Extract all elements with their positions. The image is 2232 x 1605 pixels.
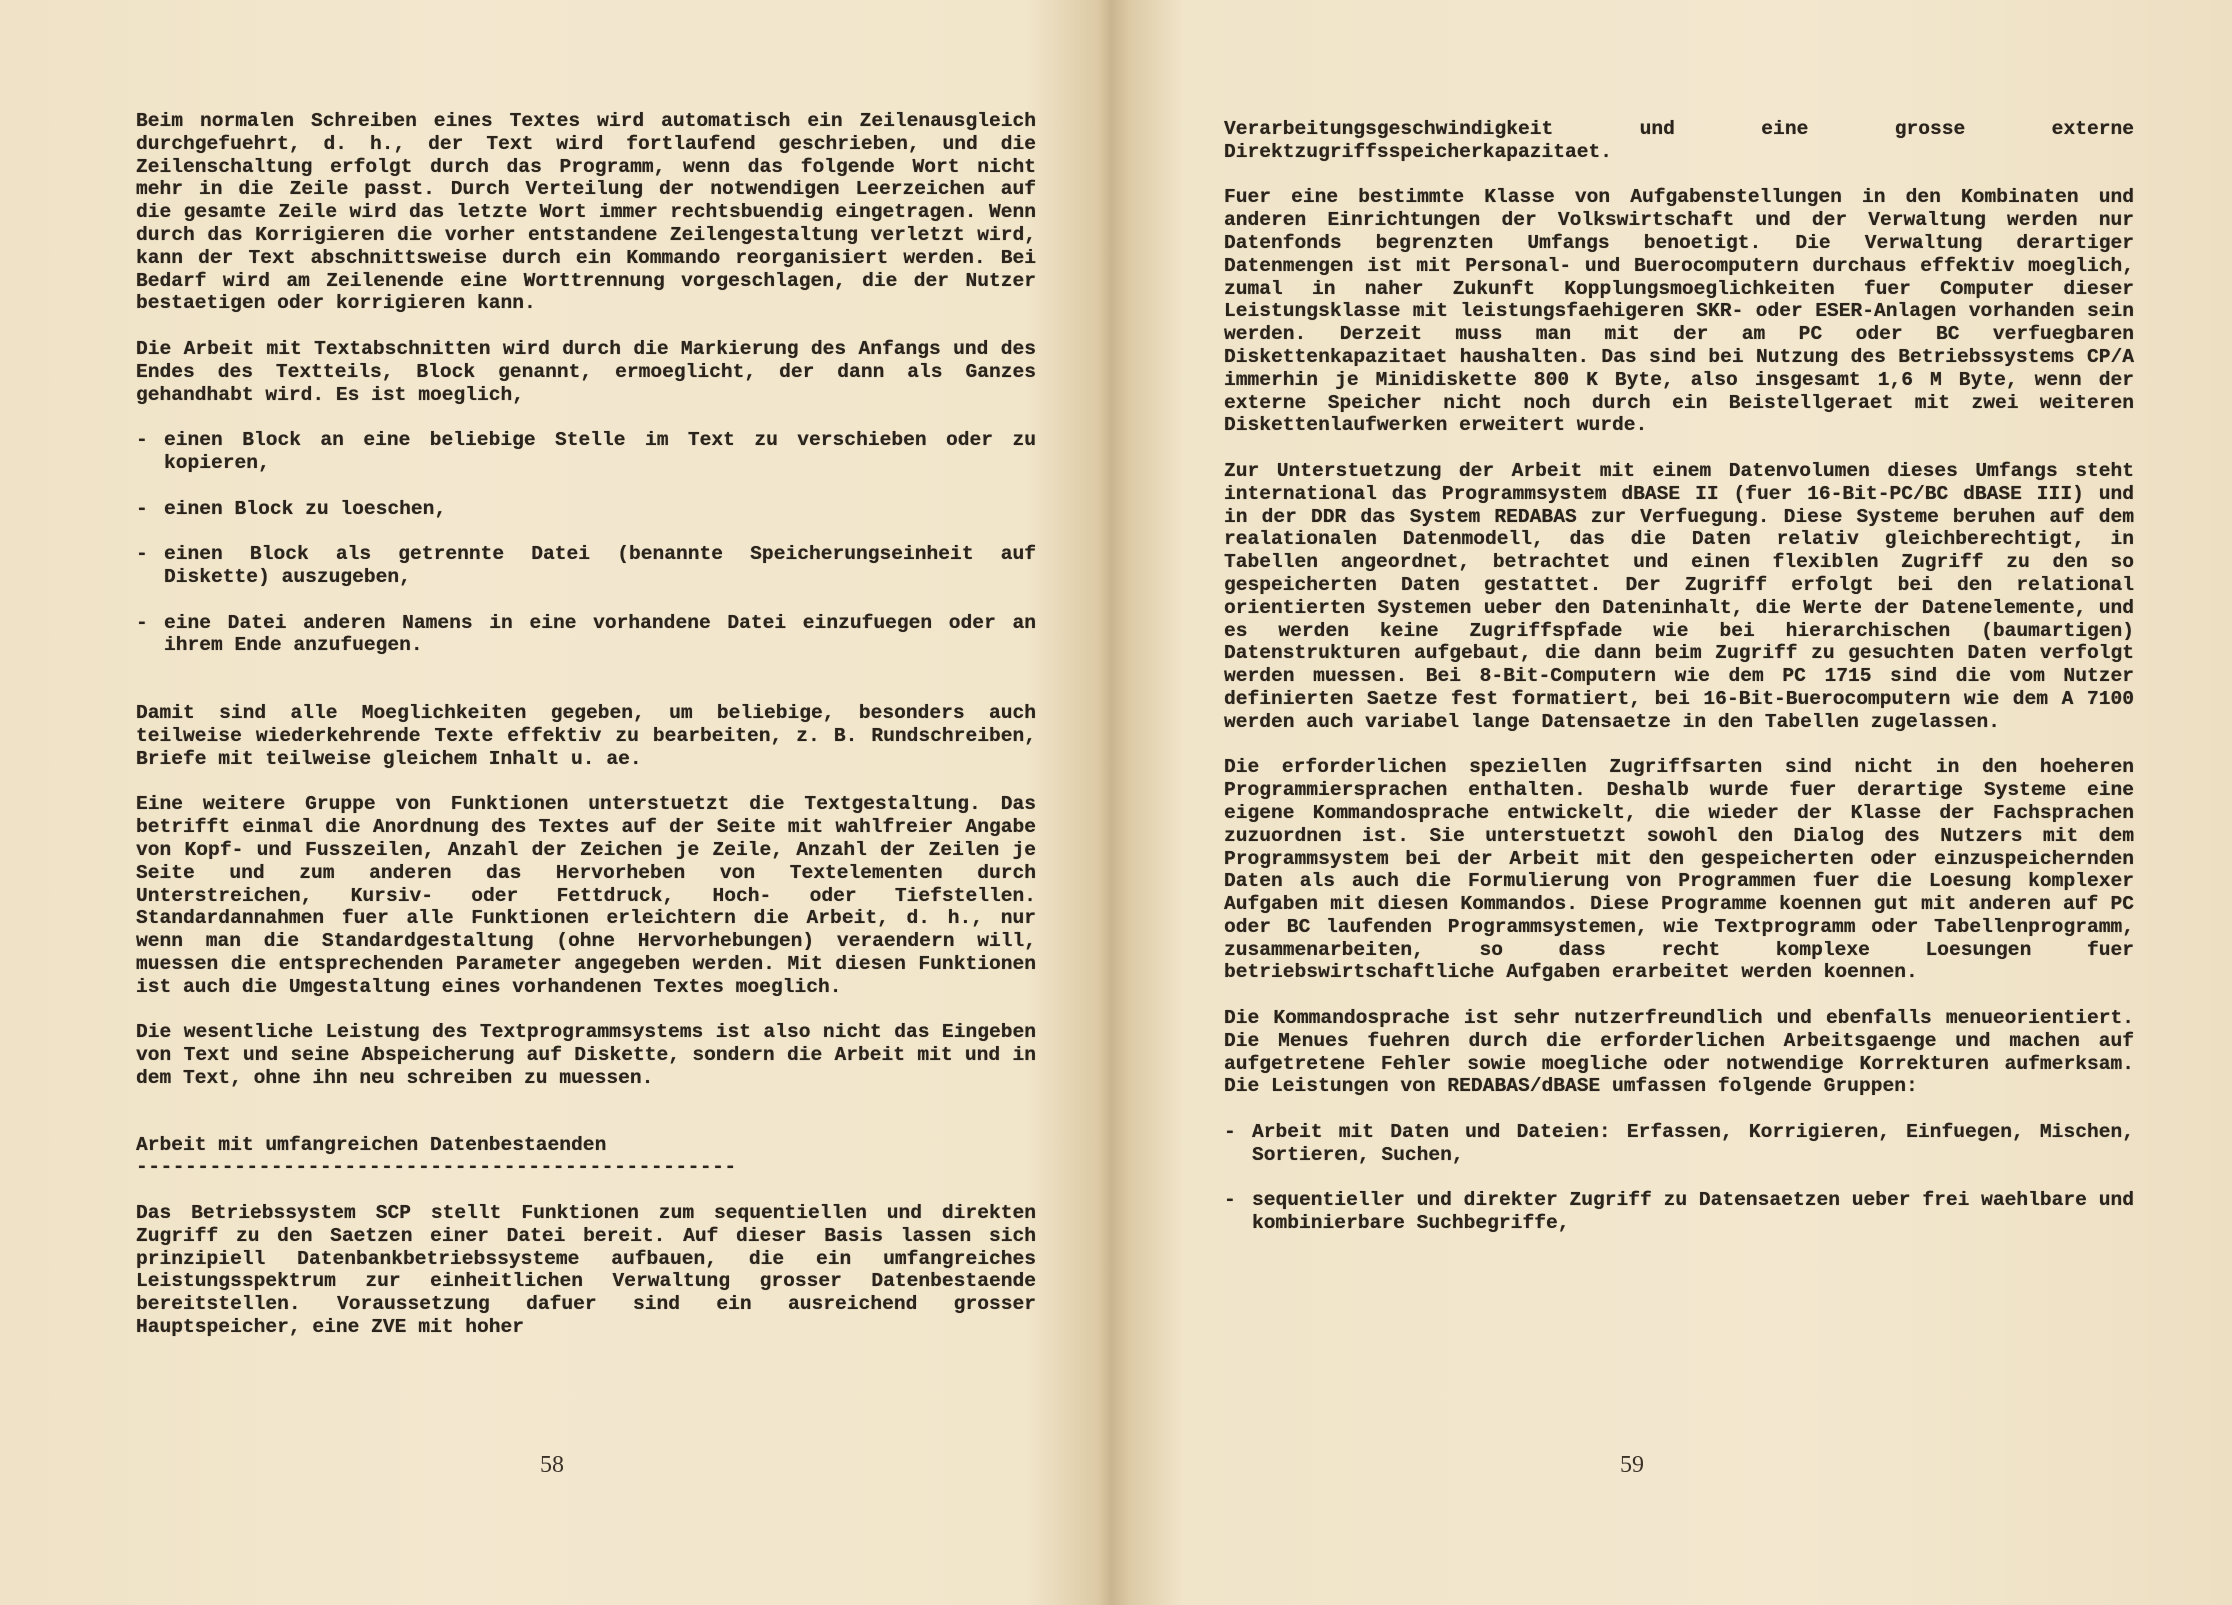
paragraph: Eine weitere Gruppe von Funktionen unterstuetzt die Textgestaltung. Das betrifft einmal die Anordnung des Textes auf der Seite mit wahlfreier Angabe von Kopf- und Fusszeilen, Anzahl der Zeichen je Zeile, Anzahl der Zeilen je Seite und zum anderen das Hervorheben von Textelementen durch Unterstreichen, Kursiv- oder Fettdruck, Hoch- oder Tiefstellen. Standardannahmen fuer alle Funktionen erleichtern die Arbeit, d. h., nur wenn man die Standardgestaltung (ohne Hervorhebungen) veraendern will, muessen die entsprechenden Parameter angegeben werden. Mit diesen Funktionen ist auch die Umgestaltung eines vorhandenen Textes moeglich. [136, 793, 1036, 998]
bullet-dash: - [136, 611, 148, 634]
list-item-text: einen Block zu loeschen, [164, 497, 447, 520]
left-page [0, 0, 1110, 1605]
list-item [136, 543, 1036, 589]
list-item [136, 429, 1036, 475]
paragraph: Beim normalen Schreiben eines Textes wird automatisch ein Zeilenausgleich durchgefuehrt, d. h., der Text wird fortlaufend geschrieben, und die Zeilenschaltung erfolgt durch das Programm, wenn das folgende Wort nicht mehr in die Zeile passt. Durch Verteilung der notwendigen Leerzeichen auf die gesamte Zeile wird das letzte Wort immer rechtsbuendig eingetragen. Wenn durch das Korrigieren die vorher entstandene Zeilengestaltung verletzt wird, kann der Text abschnittsweise durch ein Kommando reorganisiert werden. Bei Bedarf wird am Zeilenende eine Worttrennung vorgeschlagen, die der Nutzer bestaetigen oder korrigieren kann. [136, 110, 1036, 315]
bullet-dash: - [136, 429, 148, 452]
paragraph: Zur Unterstuetzung der Arbeit mit einem Datenvolumen dieses Umfangs steht international das Programmsystem dBASE II (fuer 16-Bit-PC/BC dBASE III) und in der DDR das System REDABAS zur Verfuegung. Diese Systeme beruhen auf dem realationalen Datenmodell, das die Daten relativ gleichberechtigt, in Tabellen angeordnet, betrachtet und einen flexiblen Zugriff zu den so gespeicherten Daten gestattet. Der Zugriff erfolgt bei den relational orientierten Systemen ueber den Dateninhalt, die Werte der Datenelemente, und es werden keine Zugriffspfade wie bei hierarchischen (baumartigen) Datenstrukturen aufgebaut, die dann beim Zugriff zu gesuchten Daten verfolgt werden muessen. Bei 8-Bit-Computern wie dem PC 1715 sind die vom Nutzer definierten Saetze fest formatiert, bei 16-Bit-Buerocomputern wie dem A 7100 werden auch variabel lange Datensaetze in den Tabellen zugelassen. [1224, 459, 2134, 733]
list-item-text: einen Block an eine beliebige Stelle im Text zu verschieben oder zu kopieren, [164, 429, 1036, 474]
section-heading: Arbeit mit umfangreichen Datenbestaenden [136, 1133, 607, 1156]
paragraph: Verarbeitungsgeschwindigkeit und eine grosse externe Direktzugriffsspeicherkapazitaet. [1224, 118, 2134, 163]
paragraph: Die Arbeit mit Textabschnitten wird durch die Markierung des Anfangs und des Endes des Textteils, Block genannt, ermoeglicht, der dann als Ganzes gehandhabt wird. Es ist moeglich, [136, 337, 1036, 406]
list-item-text: Arbeit mit Daten und Dateien: Erfassen, Korrigieren, Einfuegen, Mischen, Sortieren, Suchen, [1252, 1121, 2134, 1166]
list-item-text: eine Datei anderen Namens in eine vorhandene Datei einzufuegen oder an ihrem Ende anzufuegen. [164, 611, 1036, 657]
list-item [1224, 1121, 2134, 1167]
left-page-text [136, 110, 1036, 1362]
bullet-dash: - [136, 543, 148, 566]
right-page [1110, 0, 2232, 1605]
heading-underline: ------------------------------------------------- [136, 1156, 737, 1179]
paragraph: Die Kommandosprache ist sehr nutzerfreundlich und ebenfalls menueorientiert. Die Menues fuehren durch die erforderlichen Arbeitsgaenge und machen auf aufgetretene Fehler sowie moegliche oder notwendige Korrekturen aufmerksam. Die Leistungen von REDABAS/dBASE umfassen folgende Gruppen: [1224, 1007, 2134, 1098]
paragraph: Die wesentliche Leistung des Textprogrammsystems ist also nicht das Eingeben von Text und seine Abspeicherung auf Diskette, sondern die Arbeit mit und in dem Text, ohne ihn neu schreiben zu muessen. [136, 1021, 1036, 1089]
paragraph: Fuer eine bestimmte Klasse von Aufgabenstellungen in den Kombinaten und anderen Einrichtungen der Volkswirtschaft und der Verwaltung werden nur Datenfonds begrenzten Umfangs benoetigt. Die Verwaltung derartiger Datenmengen ist mit Personal- und Buerocomputern durchaus effektiv moeglich, zumal in naher Zukunft Kopplungsmoeglichkeiten fuer Computer dieser Leistungsklasse mit leistungsfaehigeren SKR- oder ESER-Anlagen vorhanden sein werden. Derzeit muss man mit der am PC oder BC verfuegbaren Diskettenkapazitaet haushalten. Das sind bei Nutzung des Betriebssystems CP/A immerhin je Minidiskette 800 K Byte, also insgesamt 1,6 M Byte, wenn der externe Speicher nicht noch durch ein Beistellgeraet mit zwei weiteren Diskettenlaufwerken erweitert wurde. [1224, 186, 2134, 437]
list-item [136, 612, 1036, 658]
list-item-text: sequentieller und direkter Zugriff zu Datensaetzen ueber frei waehlbare und kombinierbare Suchbegriffe, [1252, 1189, 2134, 1235]
list-item-text: einen Block als getrennte Datei (benannte Speicherungseinheit auf Diskette) auszugeben, [164, 543, 1036, 588]
paragraph: Das Betriebssystem SCP stellt Funktionen zum sequentiellen und direkten Zugriff zu den Saetzen einer Datei bereit. Auf dieser Basis lassen sich prinzipiell Datenbankbetriebssysteme aufbauen, die ein umfangreiches Leistungsspektrum zur einheitlichen Verwaltung grosser Datenbestaende bereitstellen. Voraussetzung dafuer sind ein ausreichend grosser Hauptspeicher, eine ZVE mit hoher [136, 1202, 1036, 1339]
paragraph: Die erforderlichen speziellen Zugriffsarten sind nicht in den hoeheren Programmiersprachen enthalten. Deshalb wurde fuer derartige Systeme eine eigene Kommandosprache entwickelt, die wieder der Klasse der Fachsprachen zuzuordnen ist. Sie unterstuetzt sowohl den Dialog des Nutzers mit dem Programmsystem bei der Arbeit mit den gespeicherten oder einzuspeichernden Daten als auch die Formulierung von Programmen fuer die Loesung komplexer Aufgaben mit diesen Kommandos. Diese Programme koennen gut mit anderen auf PC oder BC laufenden Programmsystemen, wie Textprogramm oder Tabellenprogramm, zusammenarbeiten, so dass recht komplexe Loesungen fuer betriebswirtschaftliche Aufgaben erarbeitet werden koennen. [1224, 756, 2134, 984]
page-number: 59 [1620, 1452, 1644, 1478]
list-item [136, 498, 1036, 521]
page-number: 58 [540, 1452, 564, 1478]
list-item [1224, 1189, 2134, 1235]
bullet-dash: - [136, 497, 148, 520]
bullet-dash: - [1224, 1189, 1236, 1212]
paragraph: Damit sind alle Moeglichkeiten gegeben, um beliebige, besonders auch teilweise wiederkehrende Texte effektiv zu bearbeiten, z. B. Rundschreiben, Briefe mit teilweise gleichem Inhalt u. ae. [136, 702, 1036, 770]
bullet-dash: - [1224, 1121, 1236, 1144]
right-page-text [1224, 118, 2134, 1258]
